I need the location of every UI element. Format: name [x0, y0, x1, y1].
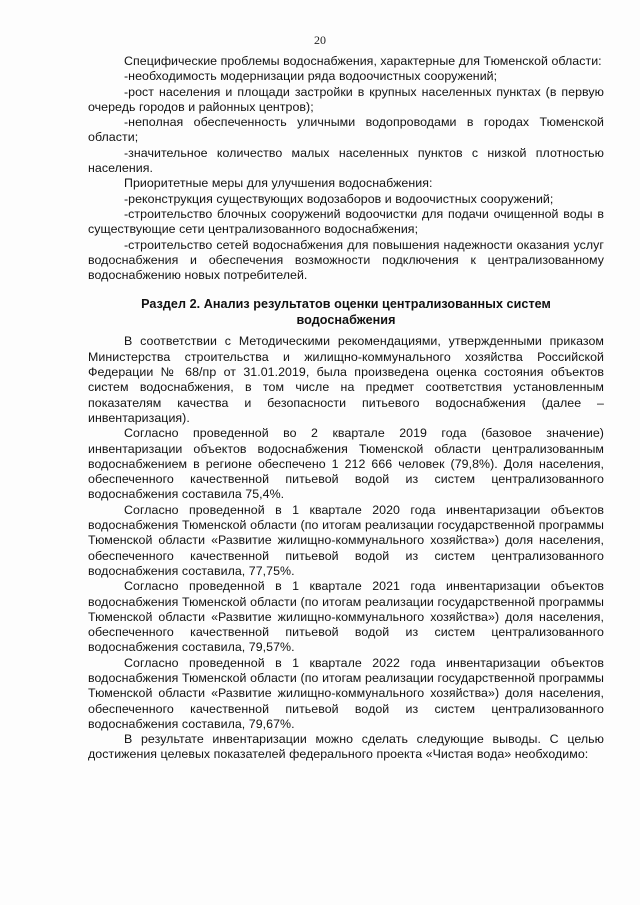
section-paragraph: Согласно проведенной в 1 квартале 2021 года инвентаризации объектов водоснабжения Тюменской области (по итогам реализации государственной программы Тюменской области «Развитие жилищно-коммунального хозяйства») доля населения, обеспеченного качественной питьевой водой из систем централизованного водоснабжения составила, 79,57%. [88, 579, 604, 655]
measures-intro: Приоритетные меры для улучшения водоснабжения: [124, 176, 433, 191]
problem-item: -рост населения и площади застройки в крупных населенных пунктах (в первую очередь городов и районных центров); [88, 84, 604, 114]
document-body [88, 54, 604, 763]
problem-item: -необходимость модернизации ряда водоочистных сооружений; [124, 69, 498, 84]
measure-item: -строительство сетей водоснабжения для повышения надежности оказания услуг водоснабжения и обеспечения возможности подключения к централизованному водоснабжению новых потребителей. [88, 237, 604, 283]
section-paragraph: Согласно проведенной во 2 квартале 2019 года (базовое значение) инвентаризации объектов водоснабжения Тюменской области централизованным водоснабжением в регионе обеспечено 1 212 666 человек (79,8%). Доля населения, обеспеченного качественной питьевой водой из систем централизованного водоснабжения составила 75,4%. [88, 426, 604, 502]
problem-item: -неполная обеспеченность уличными водопроводами в городах Тюменской области; [88, 115, 604, 145]
problem-item: -значительное количество малых населенных пунктов с низкой плотностью населения. [88, 145, 604, 176]
section-paragraph: В соответствии с Методическими рекомендациями, утвержденными приказом Министерства строительства и жилищно-коммунального хозяйства Российской Федерации № 68/пр от 31.01.2019, была произведена оценка состояния объектов систем водоснабжения, в том числе на предмет соответствия установленным показателям качества и безопасности питьевого водоснабжения (далее – инвентаризация). [88, 334, 604, 425]
measure-item: -реконструкция существующих водозаборов и водоочистных сооружений; [124, 191, 554, 206]
section-paragraph: В результате инвентаризации можно сделать следующие выводы. С целью достижения целевых показателей федерального проекта «Чистая вода» необходимо: [88, 732, 604, 762]
section-paragraph: Согласно проведенной в 1 квартале 2020 года инвентаризации объектов водоснабжения Тюменской области (по итогам реализации государственной программы Тюменской области «Развитие жилищно-коммунального хозяйства») доля населения, обеспеченного качественной питьевой водой из систем централизованного водоснабжения составила, 77,75%. [88, 502, 604, 578]
section-paragraph: Согласно проведенной в 1 квартале 2022 года инвентаризации объектов водоснабжения Тюменской области (по итогам реализации государственной программы Тюменской области «Развитие жилищно-коммунального хозяйства») доля населения, обеспеченного качественной питьевой водой из систем централизованного водоснабжения составила, 79,67%. [88, 655, 604, 731]
intro-paragraph: Специфические проблемы водоснабжения, характерные для Тюменской области: [124, 54, 602, 68]
measure-item: -строительство блочных сооружений водоочистки для подачи очищенной воды в существующие сети централизованного водоснабжения; [88, 206, 604, 237]
page-number: 20 [314, 33, 326, 47]
section-heading: Раздел 2. Анализ результатов оценки централизованных систем водоснабжения [141, 297, 551, 327]
